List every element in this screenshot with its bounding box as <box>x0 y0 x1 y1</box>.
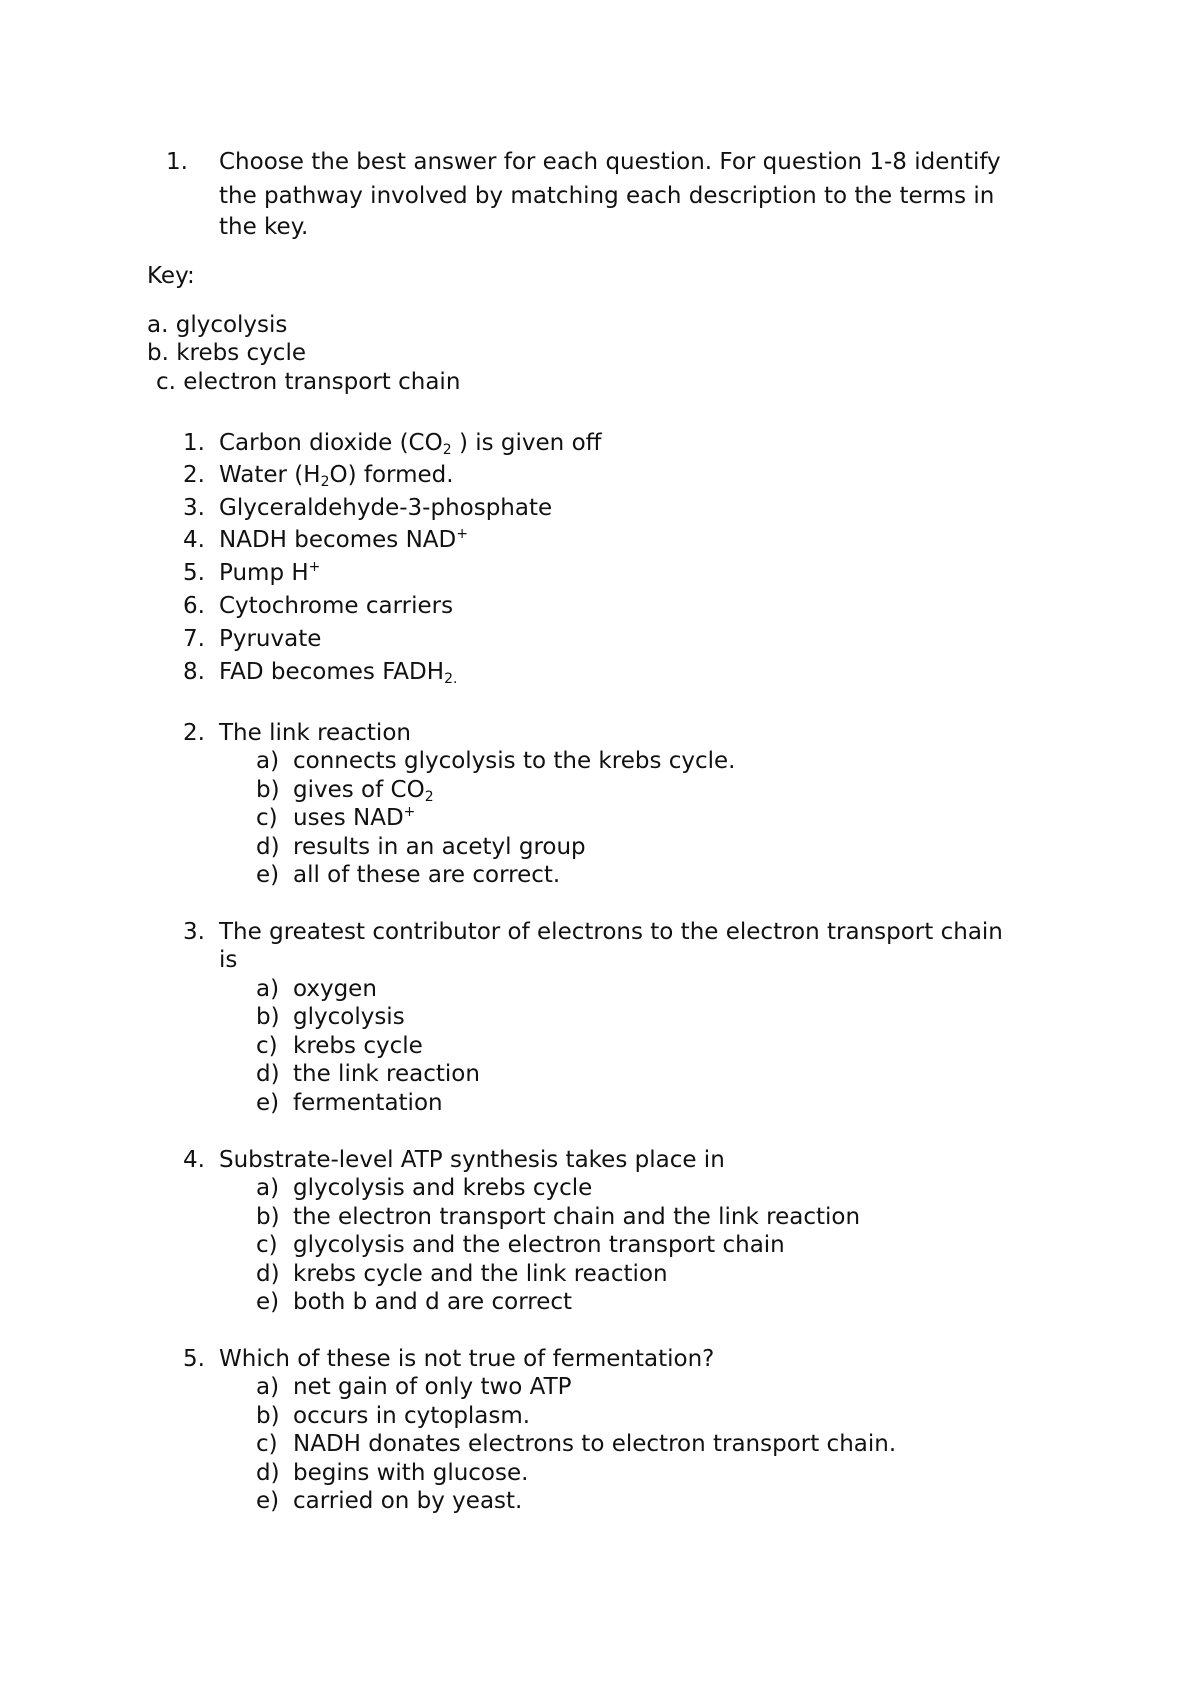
description-number: 6. <box>183 593 205 619</box>
option-text: krebs cycle <box>293 1033 423 1059</box>
option-letter: b) <box>256 1403 280 1429</box>
option-letter: e) <box>256 1090 280 1116</box>
option-letter: b) <box>256 777 280 803</box>
option-text: net gain of only two ATP <box>293 1374 572 1400</box>
option-letter: d) <box>256 1061 280 1087</box>
option-text: gives of $CO_2$ <box>293 777 434 805</box>
option-text: oxygen <box>293 976 377 1002</box>
description-number: 7. <box>183 626 205 652</box>
key-item-b: b. krebs cycle <box>147 340 306 366</box>
option-letter: d) <box>256 834 280 860</box>
question-number: 5. <box>183 1346 205 1372</box>
option-letter: d) <box>256 1460 280 1486</box>
option-text: glycolysis <box>293 1004 405 1030</box>
description-item: Glyceraldehyde-3-phosphate <box>219 495 553 521</box>
option-text: connects glycolysis to the krebs cycle. <box>293 748 736 774</box>
option-text: fermentation <box>293 1090 443 1116</box>
description-item: Pump H+ <box>219 559 321 586</box>
key-item-a: a. glycolysis <box>147 312 288 338</box>
option-text: NADH donates electrons to electron transport chain. <box>293 1431 897 1457</box>
option-letter: a) <box>256 748 280 774</box>
description-number: 5. <box>183 560 205 586</box>
option-letter: b) <box>256 1204 280 1230</box>
option-text: occurs in cytoplasm. <box>293 1403 531 1429</box>
option-letter: c) <box>256 805 278 831</box>
option-letter: e) <box>256 1488 280 1514</box>
description-item: Water $(H_2O)$ formed. <box>219 462 454 490</box>
option-letter: d) <box>256 1261 280 1287</box>
option-letter: c) <box>256 1232 278 1258</box>
description-number: 3. <box>183 495 205 521</box>
question-stem: Which of these is not true of fermentation? <box>219 1346 715 1372</box>
option-text: results in an acetyl group <box>293 834 586 860</box>
question-number: 2. <box>183 720 205 746</box>
option-letter: b) <box>256 1004 280 1030</box>
question-stem: Substrate-level ATP synthesis takes place in <box>219 1147 725 1173</box>
description-number: 4. <box>183 527 205 553</box>
option-text: glycolysis and krebs cycle <box>293 1175 593 1201</box>
question-number: 4. <box>183 1147 205 1173</box>
instructions-number: 1. <box>166 149 188 175</box>
question-number: 3. <box>183 919 205 945</box>
option-letter: e) <box>256 1289 280 1315</box>
key-heading: Key: <box>147 263 195 289</box>
instructions-line-3: the key. <box>219 214 309 240</box>
option-text: uses NAD+ <box>293 804 416 831</box>
description-number: 1. <box>183 430 205 456</box>
key-item-c: c. electron transport chain <box>156 369 461 395</box>
question-stem: The link reaction <box>219 720 411 746</box>
instructions-line-2: the pathway involved by matching each description to the terms in <box>219 183 995 209</box>
option-letter: a) <box>256 1374 280 1400</box>
description-item: NADH becomes NAD+ <box>219 526 468 553</box>
option-text: all of these are correct. <box>293 862 561 888</box>
description-item: FAD becomes $FADH_{2.}$ <box>219 659 458 687</box>
question-stem: The greatest contributor of electrons to the electron transport chain <box>219 919 1003 945</box>
option-letter: e) <box>256 862 280 888</box>
option-letter: a) <box>256 976 280 1002</box>
option-letter: c) <box>256 1033 278 1059</box>
option-text: krebs cycle and the link reaction <box>293 1261 668 1287</box>
option-letter: a) <box>256 1175 280 1201</box>
description-item: Carbon dioxide ($CO_2$ ) is given off <box>219 430 602 458</box>
description-number: 2. <box>183 462 205 488</box>
option-text: both b and d are correct <box>293 1289 573 1315</box>
description-number: 8. <box>183 659 205 685</box>
option-text: the link reaction <box>293 1061 480 1087</box>
option-letter: c) <box>256 1431 278 1457</box>
option-text: carried on by yeast. <box>293 1488 523 1514</box>
description-item: Cytochrome carriers <box>219 593 454 619</box>
question-stem-continuation: is <box>219 947 238 973</box>
option-text: glycolysis and the electron transport chain <box>293 1232 785 1258</box>
option-text: begins with glucose. <box>293 1460 529 1486</box>
instructions-line-1: Choose the best answer for each question. For question 1-8 identify <box>219 149 1001 175</box>
description-item: Pyruvate <box>219 626 322 652</box>
option-text: the electron transport chain and the link reaction <box>293 1204 861 1230</box>
